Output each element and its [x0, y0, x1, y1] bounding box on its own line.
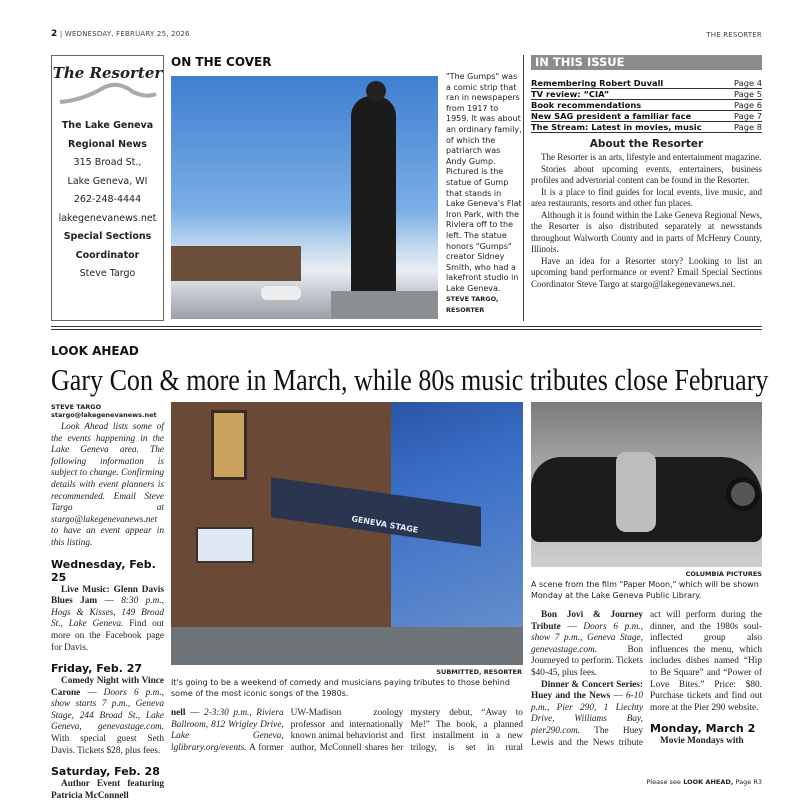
sidebar-line: The Lake Geneva [61, 120, 154, 131]
event-listing: Dinner & Concert Series: Huey and the News — 6-10 p.m., Pier 290, 1 Liechty Drive, Williams Bay, pier290.com. The Huey Lewis and the News tribute act will perform during the dinner, and the 1980s soul-inflected group also influences the menu, which includes dishes named “Hip to Be Square” and “Power of Love Bites.” Price: $80. Purchase tickets and find out more at the Pier 290 website. [531, 610, 762, 748]
sidebar-line: Coordinator [75, 249, 140, 261]
sidebar-line: Regional News [68, 138, 147, 150]
headline: Gary Con & more in March, while 80s music tributes close February [51, 362, 769, 397]
event-listing: Live Music: Glenn Davis Blues Jam — 8:30 p.m., Hogs & Kisses, 149 Broad St., Lake Geneva. Find out more on the Facebook page for Davis. [51, 584, 164, 653]
photo1-caption: It's going to be a weekend of comedy and musicians paying tributes to those behind some of the most iconic songs of the 1980s. [171, 678, 510, 698]
cover-title: ON THE COVER [171, 55, 272, 69]
section-name: THE RESORTER [706, 31, 762, 39]
in-this-issue-header: IN THIS ISSUE [531, 55, 762, 70]
jump-line[interactable]: Please see LOOK AHEAD, Page R3 [646, 778, 762, 786]
issue-date: WEDNESDAY, FEBRUARY 25, 2026 [64, 30, 190, 38]
stage-sign: GENEVA STAGE [350, 514, 419, 535]
page-number: 2 [51, 29, 58, 39]
photo2-caption: A scene from the film "Paper Moon," which will be shown Monday at the Lake Geneva Public Library. [531, 580, 759, 600]
article-kicker: LOOK AHEAD [51, 344, 139, 358]
events-columns-right [531, 610, 762, 768]
events-columns-middle: nell — 2-3:30 p.m., Riviera Ballroom, 812 Wrigley Drive, Lake Geneva, lglibrary.org/events. A former UW-Madison zoology professor and internationally known animal behaviorist and author, McConnell shares her mystery debut, “Away to Me!” The book, a planned first installment in a new trilogy, is set in rural [171, 708, 523, 753]
sidebar-city: Lake Geneva, WI [67, 175, 148, 187]
day-heading: Saturday, Feb. 28 [51, 765, 160, 779]
column-divider [523, 55, 524, 321]
page-header-left: 2 | WEDNESDAY, FEBRUARY 25, 2026 [51, 29, 190, 39]
event-listing: Movie Mondays with [660, 736, 744, 747]
event-listing: Author Event featuring Patricia McConnell [51, 779, 164, 801]
event-listing: Bon Jovi & Journey Tribute — Doors 6 p.m., show 7 p.m., Geneva Stage, genevastage.com. Bon Journeyed to perform. Tickets $40-45, plus fees. [531, 610, 643, 678]
toc-item[interactable]: Book recommendations Page 6 [531, 100, 762, 110]
toc-item[interactable]: Remembering Robert Duvall Page 4 [531, 78, 762, 88]
geneva-stage-photo [171, 402, 523, 665]
photo1-credit: SUBMITTED, RESORTER [436, 668, 522, 676]
day-heading: Wednesday, Feb. 25 [51, 557, 156, 584]
paper-moon-photo [531, 402, 762, 567]
intro: Look Ahead lists some of the events happening in the Lake Geneva area. The following information is subject to change. Confirming details with event planners is recommended. Email Steve Targo at stargo@lakegenevanews.net to have an event appear in this listing. [51, 422, 164, 548]
about-body: The Resorter is an arts, lifestyle and entertainment magazine. Stories about upcoming events, entertainers, business profiles and advertorial content can be found in the Resorter. It is a place to find guides for local events, live music, and area restaurants, resorts and other fun places. Although it is found within the Lake Geneva Regional News, the Resorter is also distributed separately at newsstands throughout Walworth County and in parts of McHenry County, Illinois. Have an idea for a Resorter story? Looking to list an upcoming band performance or event? Email Special Sections Coordinator Steve Targo at stargo@lakegenevanews.net. [531, 152, 762, 289]
sidebar-line: Special Sections [63, 231, 152, 242]
cover-credit: STEVE TARGO, RESORTER [446, 295, 499, 315]
toc-item[interactable]: The Stream: Latest in movies, music Page 8 [531, 122, 762, 132]
day-heading: Friday, Feb. 27 [51, 662, 143, 676]
about-title: About the Resorter [589, 138, 704, 150]
toc-item[interactable]: New SAG president a familiar face Page 7 [531, 111, 762, 121]
event-listing: Comedy Night with Vince Carone — Doors 6 p.m., show starts 7 p.m., Geneva Stage, 244 Broad St., Lake Geneva, genevastage.com. With special guest Seth Davis. Tickets $28, plus fees. [51, 676, 164, 756]
wave-logo-icon [58, 82, 158, 104]
day-heading: Monday, March 2 [650, 722, 756, 736]
double-rule [51, 326, 762, 330]
byline: STEVE TARGO [51, 403, 102, 411]
toc-item[interactable]: TV review: “CIA” Page 5 [531, 89, 762, 99]
events-column-1 [51, 403, 164, 803]
sidebar-coordinator: Steve Targo [79, 268, 136, 279]
sidebar-address: 315 Broad St., [73, 157, 142, 168]
sidebar-phone: 262-248-4444 [73, 194, 142, 205]
resorter-logo: The Resorter [52, 64, 163, 82]
sidebar-website[interactable]: lakegenevanews.net [58, 212, 157, 224]
masthead-box [51, 55, 164, 321]
byline-email[interactable]: stargo@lakegenevanews.net [51, 411, 157, 419]
photo2-credit: COLUMBIA PICTURES [685, 570, 762, 578]
cover-photo [171, 76, 438, 319]
cover-caption: "The Gumps" was a comic strip that ran in newspapers from 1917 to 1959. It was about an ordinary family, of which the patriarch was Andy Gump. Pictured is the statue of Gump that stands in Lake Geneva's Flat Iron Park, with the Riviera off to the left. The statue honors "Gumps" creator Sidney Smith, who had a lakefront studio in Lake Geneva. STEVE TARGO, RESORTER [446, 72, 522, 315]
